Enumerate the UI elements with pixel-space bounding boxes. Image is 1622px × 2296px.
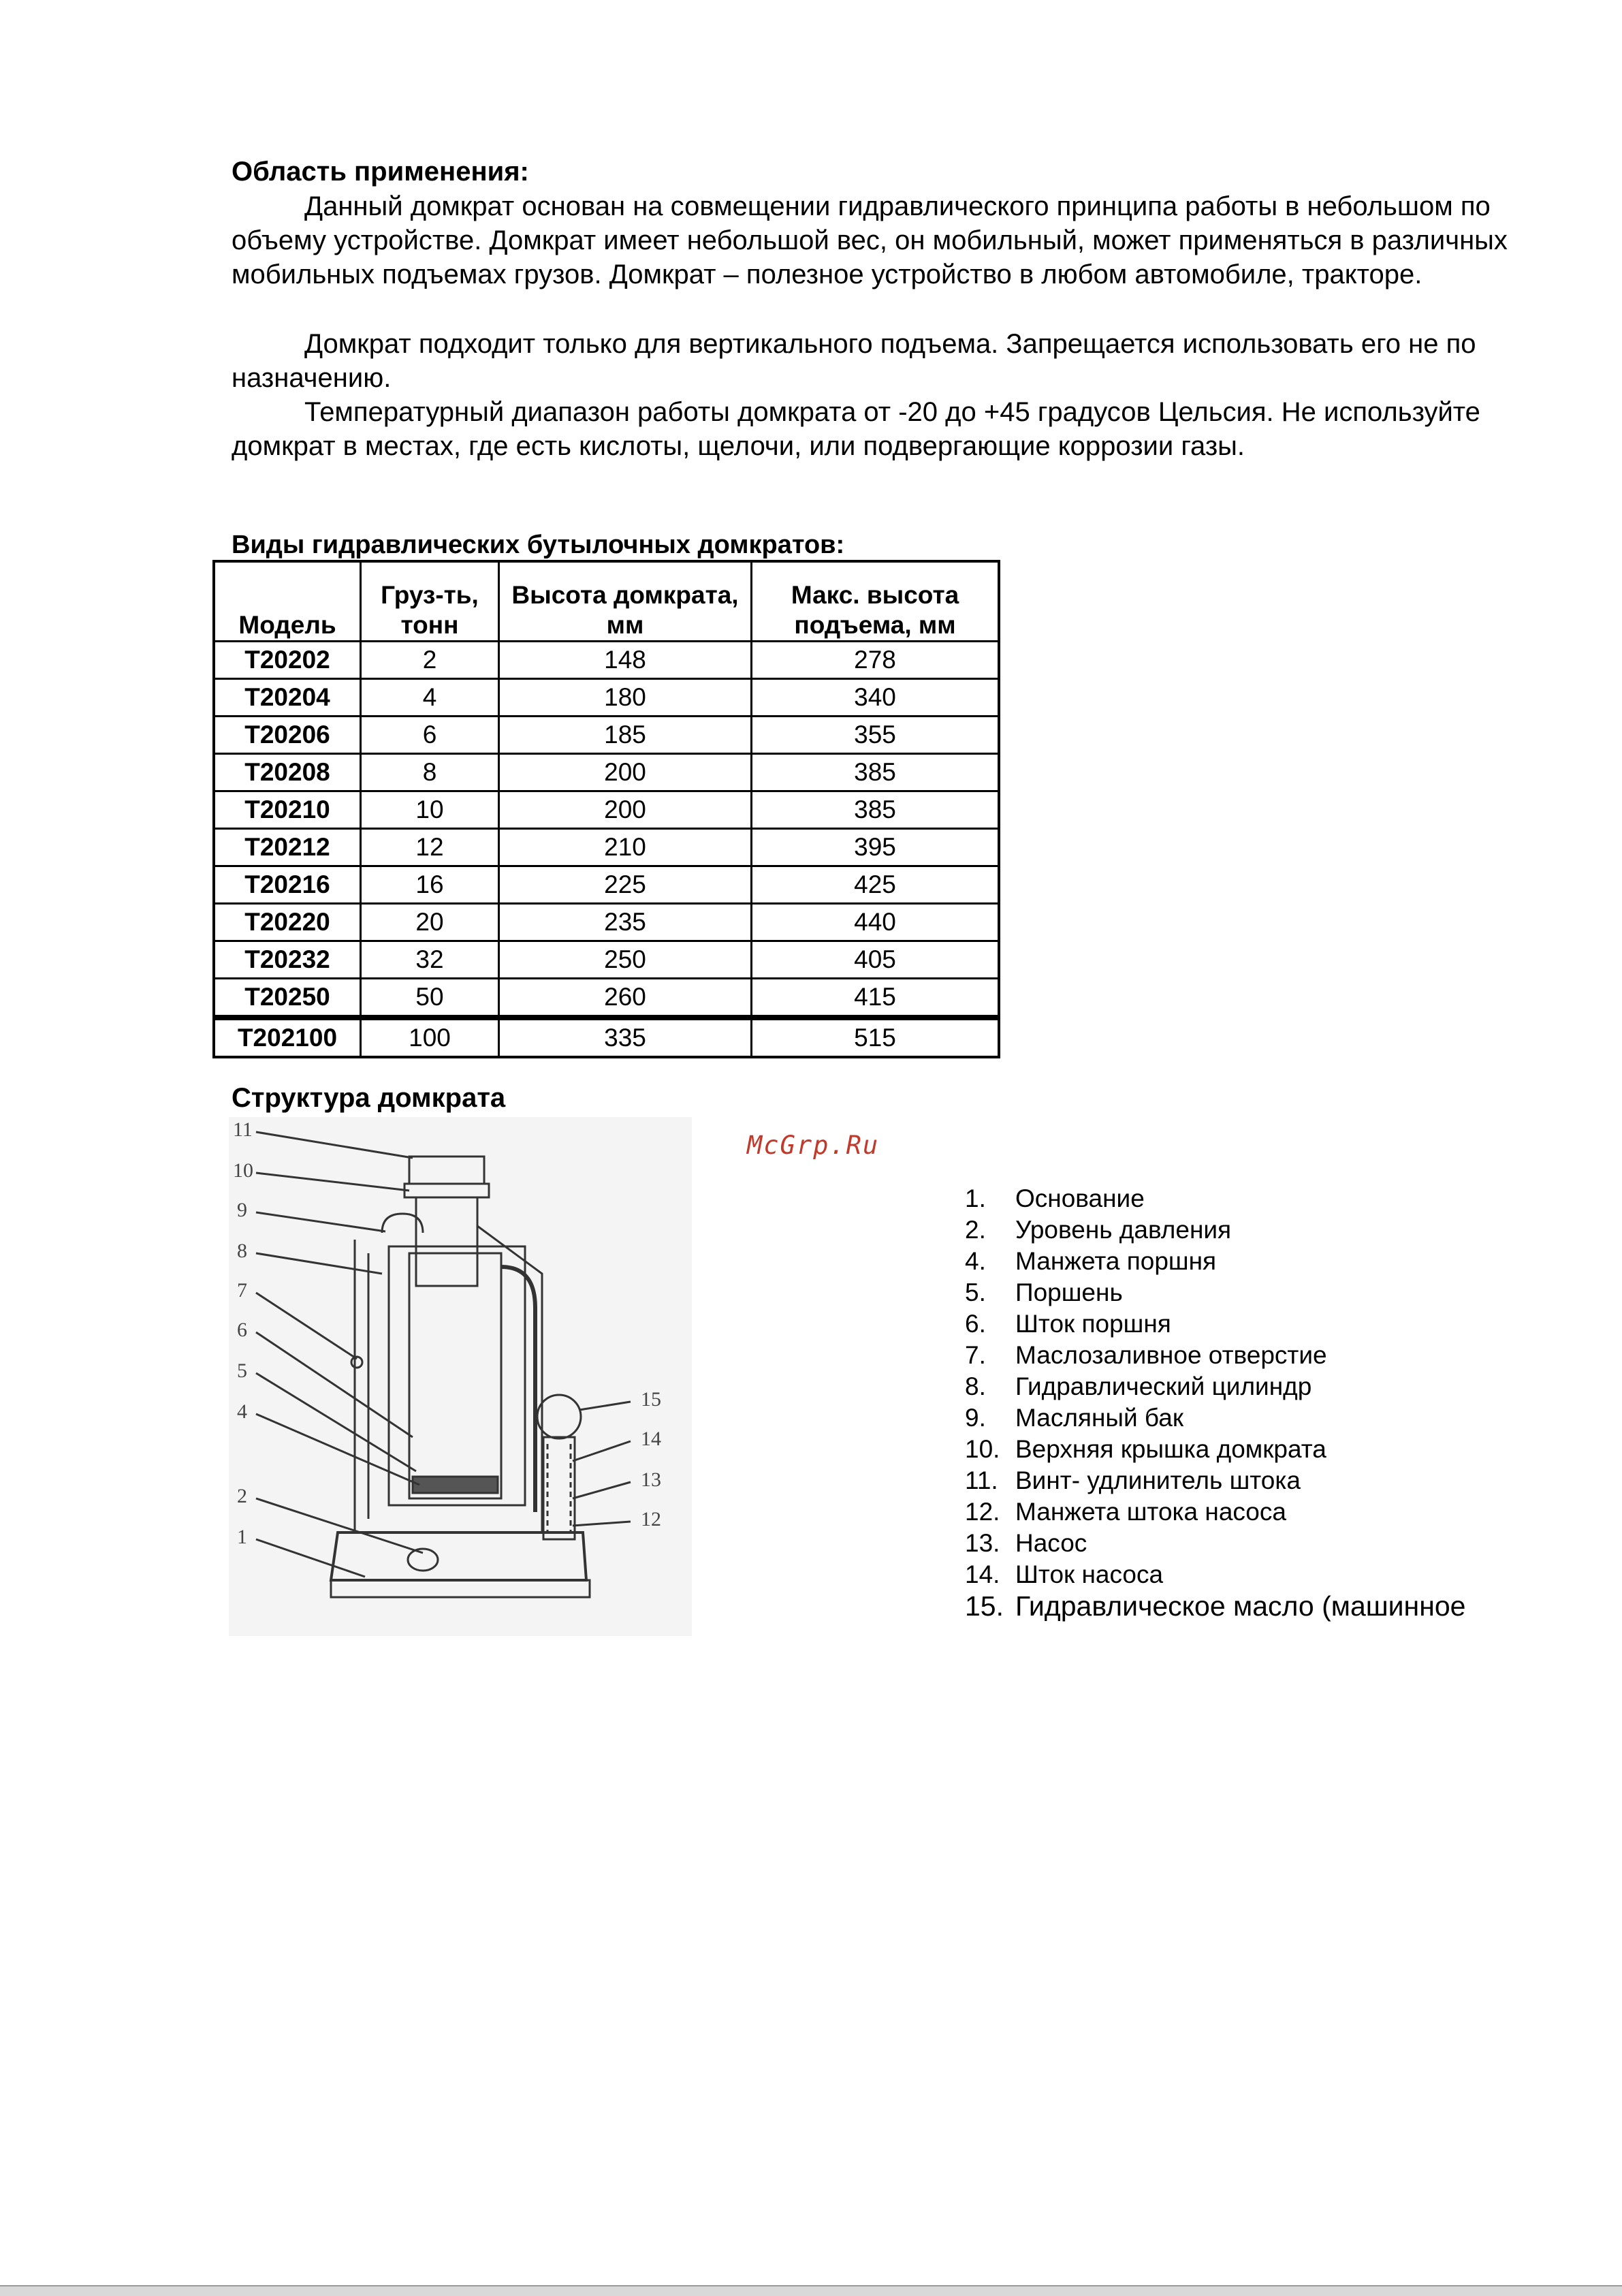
diagram-label-9: 9 bbox=[237, 1199, 247, 1221]
table-header-row bbox=[214, 561, 999, 642]
cell-height: 250 bbox=[499, 941, 752, 979]
cell-capacity: 2 bbox=[361, 642, 499, 679]
cell-max-height: 395 bbox=[752, 829, 1000, 866]
cell-capacity: 100 bbox=[361, 1018, 499, 1057]
part-list-item bbox=[965, 1308, 1465, 1340]
cell-height: 200 bbox=[499, 791, 752, 829]
part-list-item bbox=[965, 1214, 1465, 1246]
diagram-label-11: 11 bbox=[233, 1118, 253, 1141]
part-number: 15. bbox=[965, 1590, 1004, 1622]
table-row bbox=[214, 941, 999, 979]
cell-model: T20212 bbox=[214, 829, 361, 866]
part-list-item bbox=[965, 1402, 1465, 1434]
part-list-item bbox=[965, 1590, 1465, 1622]
part-label: Гидравлический цилиндр bbox=[1015, 1372, 1312, 1400]
table-row bbox=[214, 866, 999, 904]
part-number: 10. bbox=[965, 1435, 1000, 1463]
part-label: Уровень давления bbox=[1015, 1216, 1232, 1244]
diagram-label-1: 1 bbox=[237, 1526, 247, 1548]
part-list-item bbox=[965, 1559, 1465, 1590]
header-model: Модель bbox=[214, 561, 361, 642]
part-label: Поршень bbox=[1015, 1278, 1123, 1306]
table-title: Виды гидравлических бутылочных домкратов: bbox=[232, 531, 845, 559]
cell-model: T20220 bbox=[214, 904, 361, 941]
part-number: 5. bbox=[965, 1278, 986, 1306]
part-list-item bbox=[965, 1434, 1465, 1465]
parts-list bbox=[965, 1183, 1465, 1622]
cell-height: 148 bbox=[499, 642, 752, 679]
part-number: 6. bbox=[965, 1310, 986, 1338]
cell-height: 260 bbox=[499, 979, 752, 1018]
part-number: 7. bbox=[965, 1341, 986, 1369]
diagram-label-4: 4 bbox=[237, 1400, 247, 1423]
cell-capacity: 32 bbox=[361, 941, 499, 979]
part-number: 8. bbox=[965, 1372, 986, 1400]
intro-paragraph-3: Температурный диапазон работы домкрата от -20 до +45 градусов Цельсия. Не используйте домкрат в местах, где есть кислоты, щелочи, или подвергающие коррозии газы. bbox=[232, 397, 1480, 461]
part-number: 11. bbox=[965, 1466, 998, 1494]
diagram-label-15: 15 bbox=[641, 1388, 661, 1411]
table-row bbox=[214, 717, 999, 754]
cell-capacity: 12 bbox=[361, 829, 499, 866]
cell-model: T20216 bbox=[214, 866, 361, 904]
cell-capacity: 50 bbox=[361, 979, 499, 1018]
header-max-height: Макс. высота подъема, мм bbox=[752, 561, 1000, 642]
structure-heading: Структура домкрата bbox=[232, 1083, 506, 1113]
cell-max-height: 515 bbox=[752, 1018, 1000, 1057]
cell-model: T20206 bbox=[214, 717, 361, 754]
intro-paragraph-2: Домкрат подходит только для вертикального подъема. Запрещается использовать его не по назначению. bbox=[232, 329, 1476, 393]
part-number: 13. bbox=[965, 1529, 1000, 1557]
cell-height: 180 bbox=[499, 679, 752, 717]
cell-max-height: 385 bbox=[752, 754, 1000, 791]
table-row bbox=[214, 679, 999, 717]
table-body bbox=[214, 642, 999, 1058]
diagram-label-10: 10 bbox=[233, 1159, 253, 1182]
part-number: 14. bbox=[965, 1560, 1000, 1588]
part-label: Шток поршня bbox=[1015, 1310, 1171, 1338]
part-label: Винт- удлинитель штока bbox=[1015, 1466, 1301, 1494]
cell-model: T20202 bbox=[214, 642, 361, 679]
cell-model: T20232 bbox=[214, 941, 361, 979]
table-row bbox=[214, 754, 999, 791]
part-label: Маслозаливное отверстие bbox=[1015, 1341, 1327, 1369]
header-capacity: Груз-ть, тонн bbox=[361, 561, 499, 642]
diagram-label-8: 8 bbox=[237, 1240, 247, 1262]
cell-model: T202100 bbox=[214, 1018, 361, 1057]
part-list-item bbox=[965, 1528, 1465, 1559]
cell-height: 200 bbox=[499, 754, 752, 791]
table-row bbox=[214, 1018, 999, 1057]
cell-max-height: 278 bbox=[752, 642, 1000, 679]
diagram-label-7: 7 bbox=[237, 1279, 247, 1302]
table-row bbox=[214, 829, 999, 866]
part-list-item bbox=[965, 1277, 1465, 1308]
part-label: Манжета штока насоса bbox=[1015, 1498, 1286, 1526]
table-row bbox=[214, 791, 999, 829]
part-number: 4. bbox=[965, 1247, 986, 1275]
part-label: Основание bbox=[1015, 1184, 1145, 1212]
part-list-item bbox=[965, 1183, 1465, 1214]
table-row bbox=[214, 642, 999, 679]
cell-max-height: 340 bbox=[752, 679, 1000, 717]
cell-capacity: 20 bbox=[361, 904, 499, 941]
part-list-item bbox=[965, 1246, 1465, 1277]
part-label: Верхняя крышка домкрата bbox=[1015, 1435, 1326, 1463]
diagram-background bbox=[229, 1117, 692, 1636]
part-list-item bbox=[965, 1465, 1465, 1496]
cell-max-height: 385 bbox=[752, 791, 1000, 829]
part-number: 12. bbox=[965, 1498, 1000, 1526]
part-list-item bbox=[965, 1496, 1465, 1528]
cell-capacity: 6 bbox=[361, 717, 499, 754]
cell-capacity: 8 bbox=[361, 754, 499, 791]
header-height: Высота домкрата, мм bbox=[499, 561, 752, 642]
part-label: Масляный бак bbox=[1015, 1404, 1184, 1432]
diagram-label-2: 2 bbox=[237, 1485, 247, 1507]
diagram-label-6: 6 bbox=[237, 1319, 247, 1341]
cell-max-height: 355 bbox=[752, 717, 1000, 754]
cell-max-height: 405 bbox=[752, 941, 1000, 979]
part-label: Гидравлическое масло (машинное bbox=[1015, 1590, 1466, 1622]
cell-height: 225 bbox=[499, 866, 752, 904]
jack-diagram bbox=[229, 1117, 692, 1636]
diagram-label-12: 12 bbox=[641, 1508, 661, 1530]
table-row bbox=[214, 904, 999, 941]
cell-model: T20208 bbox=[214, 754, 361, 791]
diagram-label-5: 5 bbox=[237, 1359, 247, 1382]
diagram-label-14: 14 bbox=[641, 1428, 661, 1450]
part-number: 1. bbox=[965, 1184, 986, 1212]
cell-max-height: 440 bbox=[752, 904, 1000, 941]
part-list-item bbox=[965, 1371, 1465, 1402]
diagram-label-13: 13 bbox=[641, 1468, 661, 1491]
intro-paragraph-1: Данный домкрат основан на совмещении гидравлического принципа работы в небольшом по объему устройстве. Домкрат имеет небольшой вес, он мобильный, может применяться в различных мобильных подъемах грузов. Домкрат – полезное устройство в любом автомобиле, тракторе. bbox=[232, 191, 1508, 289]
cell-capacity: 4 bbox=[361, 679, 499, 717]
cell-model: T20204 bbox=[214, 679, 361, 717]
part-list-item bbox=[965, 1340, 1465, 1371]
cell-max-height: 415 bbox=[752, 979, 1000, 1018]
cell-capacity: 10 bbox=[361, 791, 499, 829]
part-number: 9. bbox=[965, 1404, 986, 1432]
cell-capacity: 16 bbox=[361, 866, 499, 904]
table-row bbox=[214, 979, 999, 1018]
intro-heading: Область применения: bbox=[232, 157, 529, 187]
cell-height: 235 bbox=[499, 904, 752, 941]
cell-height: 335 bbox=[499, 1018, 752, 1057]
part-label: Насос bbox=[1015, 1529, 1087, 1557]
cell-height: 185 bbox=[499, 717, 752, 754]
cell-height: 210 bbox=[499, 829, 752, 866]
cell-max-height: 425 bbox=[752, 866, 1000, 904]
watermark: McGrp.Ru bbox=[747, 1131, 880, 1160]
part-number: 2. bbox=[965, 1216, 986, 1244]
part-label: Шток насоса bbox=[1015, 1560, 1164, 1588]
cell-model: T20250 bbox=[214, 979, 361, 1018]
cell-model: T20210 bbox=[214, 791, 361, 829]
part-label: Манжета поршня bbox=[1015, 1247, 1217, 1275]
jack-specs-table bbox=[212, 560, 1000, 1058]
